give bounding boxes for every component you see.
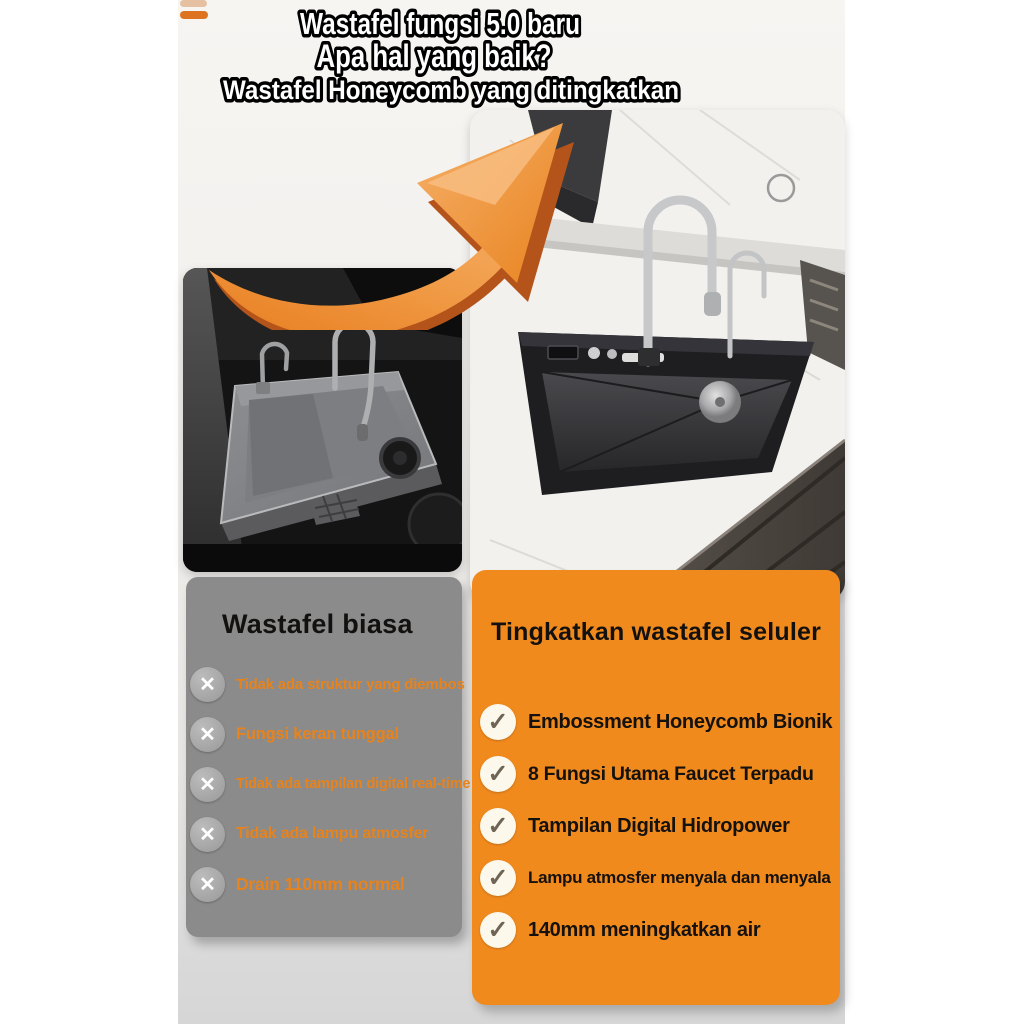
- old-feature-list: [186, 666, 471, 902]
- title-line-2: Apa hal yang baik?: [316, 38, 552, 74]
- title-line-1: Wastafel fungsi 5.0 baru: [300, 6, 580, 41]
- new-feature-item: [480, 857, 840, 899]
- old-feature-label: Tidak ada lampu atmosfer: [236, 825, 429, 842]
- old-feature-label: Tidak ada struktur yang diembos: [236, 675, 465, 693]
- cross-icon: ✕: [190, 667, 225, 702]
- old-feature-item: [190, 816, 462, 852]
- new-feature-item: [480, 805, 840, 847]
- new-panel-title: Tingkatkan wastafel seluler: [490, 618, 822, 646]
- new-feature-label: 8 Fungsi Utama Faucet Terpadu: [528, 762, 814, 785]
- page-title: [178, 0, 845, 110]
- cross-icon: ✕: [190, 817, 225, 852]
- old-sink-panel: [186, 577, 471, 937]
- new-feature-label: Lampu atmosfer menyala dan menyala: [528, 868, 831, 887]
- content-column: [178, 0, 845, 1024]
- check-icon: ✓: [480, 756, 516, 792]
- check-icon: ✓: [480, 912, 516, 948]
- cross-icon: ✕: [190, 767, 225, 802]
- upgraded-sink-panel: [472, 570, 840, 1005]
- old-feature-item: [190, 866, 462, 902]
- old-feature-label: Fungsi keran tunggal: [236, 724, 399, 743]
- new-feature-label: 140mm meningkatkan air: [528, 918, 761, 941]
- cross-icon: ✕: [190, 867, 225, 902]
- new-feature-item: [480, 909, 840, 951]
- upgrade-arrow-icon: [195, 95, 615, 330]
- old-feature-label: Tidak ada tampilan digital real-time: [236, 776, 471, 792]
- new-feature-item: [480, 753, 840, 795]
- old-feature-item: [190, 716, 462, 752]
- title-line-3: Wastafel Honeycomb yang ditingkatkan: [223, 75, 679, 105]
- check-icon: ✓: [480, 704, 516, 740]
- old-panel-title: Wastafel biasa: [222, 609, 413, 639]
- new-feature-label: Embossment Honeycomb Bionik: [528, 710, 833, 733]
- old-feature-label: Drain 110mm normal: [236, 873, 405, 894]
- new-feature-label: Tampilan Digital Hidropower: [528, 814, 790, 837]
- new-feature-list: [472, 701, 840, 951]
- old-feature-item: [190, 666, 465, 702]
- new-feature-item: [480, 701, 840, 743]
- cross-icon: ✕: [190, 717, 225, 752]
- check-icon: ✓: [480, 860, 516, 896]
- old-feature-item: [190, 766, 471, 802]
- check-icon: ✓: [480, 808, 516, 844]
